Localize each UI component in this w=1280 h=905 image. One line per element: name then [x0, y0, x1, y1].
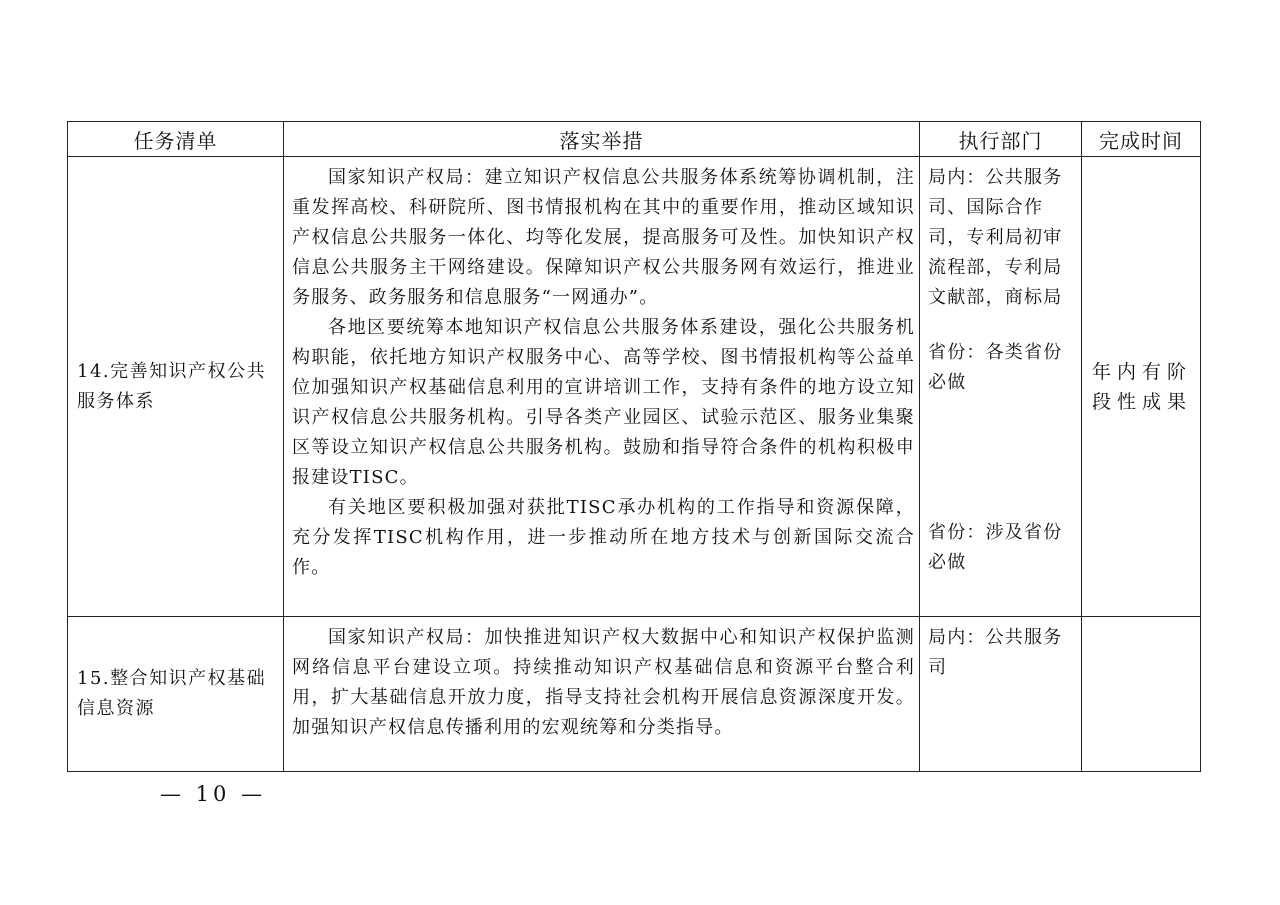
- measure-paragraph: 有关地区要积极加强对获批TISC承办机构的工作指导和资源保障，充分发挥TISC机构作用，进一步推动所在地方技术与创新国际交流合作。: [292, 497, 915, 578]
- task-name: 14.完善知识产权公共服务体系: [68, 157, 284, 617]
- completion-time: 年内有阶段性成果: [1082, 157, 1201, 617]
- header-time: 完成时间: [1082, 122, 1201, 157]
- header-task: 任务清单: [68, 122, 284, 157]
- department-entry: 省份：涉及省份必做: [928, 522, 1063, 573]
- table-row: [68, 157, 1201, 617]
- measure-paragraph: 国家知识产权局：建立知识产权信息公共服务体系统筹协调机制，注重发挥高校、科研院所、图书情报机构在其中的重要作用，推动区域知识产权信息公共服务一体化、均等化发展，提高服务可及性。加快知识产权信息公共服务主干网络建设。保障知识产权公共服务网有效运行，推进业务服务、政务服务和信息服务“一网通办”。: [292, 167, 915, 308]
- department-cell: [920, 157, 1082, 617]
- page-number: — 10 —: [160, 782, 267, 806]
- task-name: 15.整合知识产权基础信息资源: [68, 617, 284, 772]
- table-header-row: [68, 122, 1201, 157]
- department-entry: 省份：各类省份必做: [928, 342, 1063, 393]
- completion-time: [1082, 617, 1201, 772]
- measure-paragraph: 各地区要统筹本地知识产权信息公共服务体系建设，强化公共服务机构职能，依托地方知识产权服务中心、高等学校、图书情报机构等公益单位加强知识产权基础信息利用的宣讲培训工作，支持有条件的地方设立知识产权信息公共服务机构。引导各类产业园区、试验示范区、服务业集聚区等设立知识产权信息公共服务机构。鼓励和指导符合条件的机构积极申报建设TISC。: [292, 317, 915, 488]
- measure-paragraph: 国家知识产权局：加快推进知识产权大数据中心和知识产权保护监测网络信息平台建设立项。持续推动知识产权基础信息和资源平台整合利用，扩大基础信息开放力度，指导支持社会机构开展信息资源深度开发。加强知识产权信息传播利用的宏观统筹和分类指导。: [292, 627, 915, 738]
- table-row: [68, 617, 1201, 772]
- department-entry: 局内：公共服务司、国际合作司，专利局初审流程部，专利局文献部，商标局: [928, 167, 1063, 308]
- task-table: [67, 121, 1201, 772]
- department-cell: [920, 617, 1082, 772]
- header-measures: 落实举措: [284, 122, 920, 157]
- header-department: 执行部门: [920, 122, 1082, 157]
- department-entry: 局内：公共服务司: [928, 627, 1063, 678]
- measures-cell: [284, 617, 920, 772]
- measures-cell: [284, 157, 920, 617]
